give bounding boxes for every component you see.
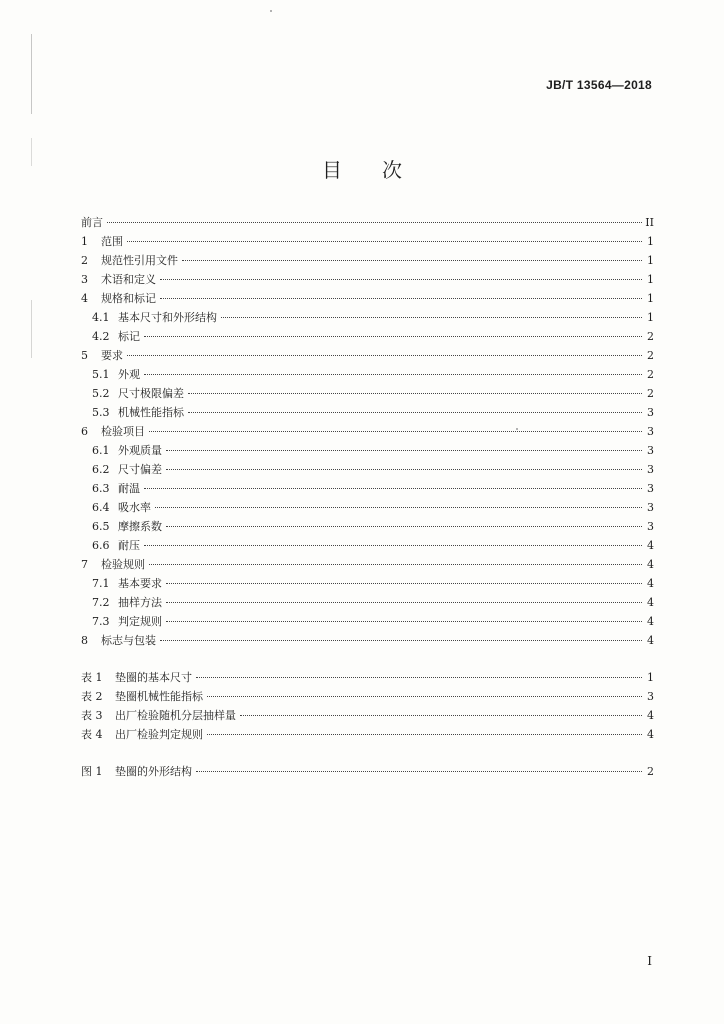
toc-entry-page: 1 bbox=[647, 292, 654, 305]
toc-entry-page: 4 bbox=[647, 615, 654, 628]
dot-leader bbox=[144, 336, 642, 337]
toc-entry[interactable] bbox=[81, 631, 654, 650]
toc-entry-page: 1 bbox=[647, 254, 654, 267]
toc-entry[interactable] bbox=[81, 403, 654, 422]
toc-entry-page: 3 bbox=[647, 425, 654, 438]
standard-number: JB/T 13564—2018 bbox=[546, 78, 652, 92]
toc-entry-label: 机械性能指标 bbox=[118, 406, 184, 419]
toc-entry-label: 尺寸极限偏差 bbox=[118, 387, 184, 400]
toc-entry-page: 3 bbox=[647, 520, 654, 533]
dot-leader bbox=[166, 469, 642, 470]
toc-entry-label: 标记 bbox=[118, 330, 140, 343]
scan-edge-line bbox=[31, 34, 32, 114]
toc-entry-number: 4.2 bbox=[92, 330, 110, 343]
toc-entry-number: 6.3 bbox=[92, 482, 110, 495]
toc-entry-label: 吸水率 bbox=[118, 501, 151, 514]
figure-number: 图 1 bbox=[81, 765, 103, 778]
table-title: 出厂检验判定规则 bbox=[115, 728, 203, 741]
table-title: 垫圈机械性能指标 bbox=[115, 690, 203, 703]
table-number: 表 1 bbox=[81, 671, 103, 684]
dot-leader bbox=[240, 715, 642, 716]
toc-entry-number: 4 bbox=[81, 292, 88, 305]
toc-entry-label: 检验规则 bbox=[101, 558, 145, 571]
table-page: 4 bbox=[647, 709, 654, 722]
toc-entry-page: 4 bbox=[647, 539, 654, 552]
dot-leader bbox=[144, 545, 642, 546]
table-number: 表 4 bbox=[81, 728, 103, 741]
toc-entry-number: 5.3 bbox=[92, 406, 110, 419]
dot-leader bbox=[127, 241, 642, 242]
table-page: 4 bbox=[647, 728, 654, 741]
dot-leader bbox=[207, 696, 642, 697]
toc-entry[interactable] bbox=[81, 593, 654, 612]
dot-leader bbox=[166, 526, 642, 527]
toc-entry-page: 4 bbox=[647, 577, 654, 590]
toc-entry-label: 范围 bbox=[101, 235, 123, 248]
toc-entry-label: 要求 bbox=[101, 349, 123, 362]
toc-entry-label: 检验项目 bbox=[101, 425, 145, 438]
figure-title: 垫圈的外形结构 bbox=[115, 765, 192, 778]
figure-list-entry[interactable] bbox=[81, 762, 654, 781]
toc-entry-page: 3 bbox=[647, 444, 654, 457]
dot-leader bbox=[160, 298, 642, 299]
toc-entry-number: 3 bbox=[81, 273, 88, 286]
dot-leader bbox=[160, 640, 642, 641]
toc-entry[interactable] bbox=[81, 327, 654, 346]
toc-entry[interactable] bbox=[81, 289, 654, 308]
toc-entry[interactable] bbox=[81, 213, 654, 232]
page-title: 目次 bbox=[322, 158, 442, 182]
toc-entry-page: 1 bbox=[647, 235, 654, 248]
dot-leader bbox=[144, 488, 642, 489]
dot-leader bbox=[160, 279, 642, 280]
toc-entry[interactable] bbox=[81, 479, 654, 498]
toc-entry-number: 7.1 bbox=[92, 577, 110, 590]
toc-entry-number: 7 bbox=[81, 558, 88, 571]
toc-entry[interactable] bbox=[81, 536, 654, 555]
toc-entry-page: 1 bbox=[647, 273, 654, 286]
toc-entry-label: 外观质量 bbox=[118, 444, 162, 457]
dot-leader bbox=[221, 317, 642, 318]
table-page: 3 bbox=[647, 690, 654, 703]
dot-leader bbox=[166, 621, 642, 622]
toc-entry[interactable] bbox=[81, 270, 654, 289]
table-list-entry[interactable] bbox=[81, 725, 654, 744]
toc-entry-label: 尺寸偏差 bbox=[118, 463, 162, 476]
toc-entry-page: 2 bbox=[647, 349, 654, 362]
toc-entry[interactable] bbox=[81, 365, 654, 384]
toc-entry-label: 外观 bbox=[118, 368, 140, 381]
dot-leader bbox=[182, 260, 642, 261]
toc-entry-number: 5.1 bbox=[92, 368, 110, 381]
table-of-contents bbox=[81, 213, 654, 781]
toc-entry-number: 8 bbox=[81, 634, 88, 647]
page-number: I bbox=[647, 954, 652, 968]
toc-entry-page: 3 bbox=[647, 463, 654, 476]
section-gap bbox=[81, 650, 654, 668]
toc-entry-page: 4 bbox=[647, 558, 654, 571]
toc-entry[interactable] bbox=[81, 517, 654, 536]
table-list-entry[interactable] bbox=[81, 668, 654, 687]
scan-speck bbox=[270, 10, 272, 12]
table-page: 1 bbox=[647, 671, 654, 684]
dot-leader bbox=[166, 602, 642, 603]
toc-entry[interactable] bbox=[81, 308, 654, 327]
toc-entry[interactable] bbox=[81, 460, 654, 479]
dot-leader bbox=[188, 393, 642, 394]
table-number: 表 2 bbox=[81, 690, 103, 703]
table-title: 出厂检验随机分层抽样量 bbox=[115, 709, 236, 722]
toc-entry-number: 6.6 bbox=[92, 539, 110, 552]
scan-edge-line bbox=[31, 300, 32, 358]
toc-entry-label: 判定规则 bbox=[118, 615, 162, 628]
toc-entry-page: 3 bbox=[647, 406, 654, 419]
toc-entry-number: 4.1 bbox=[92, 311, 110, 324]
toc-entry[interactable] bbox=[81, 498, 654, 517]
toc-entry[interactable] bbox=[81, 441, 654, 460]
toc-entry-page: 1 bbox=[647, 311, 654, 324]
toc-entry-number: 6.4 bbox=[92, 501, 110, 514]
dot-leader bbox=[166, 583, 642, 584]
toc-entry[interactable] bbox=[81, 612, 654, 631]
toc-entry[interactable] bbox=[81, 251, 654, 270]
table-list-entry[interactable] bbox=[81, 706, 654, 725]
dot-leader bbox=[196, 677, 642, 678]
toc-entry[interactable] bbox=[81, 555, 654, 574]
toc-entry-page: 4 bbox=[647, 634, 654, 647]
toc-entry-number: 6.2 bbox=[92, 463, 110, 476]
toc-entry-label: 标志与包装 bbox=[101, 634, 156, 647]
toc-entry[interactable] bbox=[81, 422, 654, 441]
toc-entry-number: 5 bbox=[81, 349, 88, 362]
table-number: 表 3 bbox=[81, 709, 103, 722]
dot-leader bbox=[149, 564, 642, 565]
dot-leader bbox=[144, 374, 642, 375]
toc-entry[interactable] bbox=[81, 232, 654, 251]
dot-leader bbox=[107, 222, 642, 223]
toc-entry-page: 2 bbox=[647, 330, 654, 343]
toc-entry-label: 耐温 bbox=[118, 482, 140, 495]
toc-entry-page: 3 bbox=[647, 482, 654, 495]
toc-entry-number: 5.2 bbox=[92, 387, 110, 400]
toc-entry-label: 规范性引用文件 bbox=[101, 254, 178, 267]
toc-entry-number: 6.5 bbox=[92, 520, 110, 533]
section-gap bbox=[81, 744, 654, 762]
toc-entry-number: 7.3 bbox=[92, 615, 110, 628]
dot-leader bbox=[188, 412, 642, 413]
toc-entry-number: 1 bbox=[81, 235, 88, 248]
figure-page: 2 bbox=[647, 765, 654, 778]
toc-entry-label: 基本尺寸和外形结构 bbox=[118, 311, 217, 324]
dot-leader bbox=[196, 771, 642, 772]
toc-entry[interactable] bbox=[81, 384, 654, 403]
toc-entry-number: 7.2 bbox=[92, 596, 110, 609]
dot-leader bbox=[207, 734, 642, 735]
dot-leader bbox=[155, 507, 642, 508]
toc-entry-page: 2 bbox=[647, 368, 654, 381]
toc-entry-page: 3 bbox=[647, 501, 654, 514]
toc-entry-page: 2 bbox=[647, 387, 654, 400]
toc-entry-page: II bbox=[645, 216, 654, 229]
toc-entry[interactable] bbox=[81, 574, 654, 593]
dot-leader bbox=[149, 431, 642, 432]
toc-entry-number: 2 bbox=[81, 254, 88, 267]
toc-entry-label: 前言 bbox=[81, 216, 103, 229]
table-title: 垫圈的基本尺寸 bbox=[115, 671, 192, 684]
toc-entry[interactable] bbox=[81, 346, 654, 365]
toc-entry-page: 4 bbox=[647, 596, 654, 609]
toc-entry-label: 摩擦系数 bbox=[118, 520, 162, 533]
toc-entry-number: 6.1 bbox=[92, 444, 110, 457]
toc-entry-label: 术语和定义 bbox=[101, 273, 156, 286]
toc-entry-label: 规格和标记 bbox=[101, 292, 156, 305]
dot-leader bbox=[127, 355, 642, 356]
toc-entry-label: 耐压 bbox=[118, 539, 140, 552]
table-list-entry[interactable] bbox=[81, 687, 654, 706]
toc-entry-label: 抽样方法 bbox=[118, 596, 162, 609]
toc-entry-label: 基本要求 bbox=[118, 577, 162, 590]
dot-leader bbox=[166, 450, 642, 451]
toc-entry-number: 6 bbox=[81, 425, 88, 438]
